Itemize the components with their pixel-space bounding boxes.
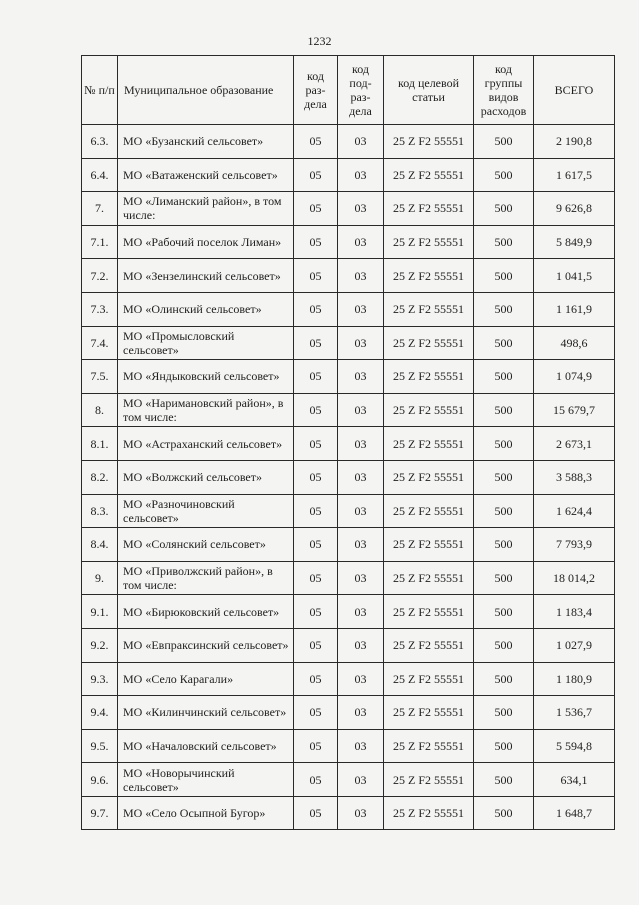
row-num-cell: 7.: [82, 192, 118, 226]
row-num-cell: 7.4.: [82, 326, 118, 360]
target-code-cell: 25 Z F2 55551: [384, 595, 474, 629]
subsection-code-cell: 03: [338, 259, 384, 293]
target-code-cell: 25 Z F2 55551: [384, 427, 474, 461]
section-code-cell: 05: [294, 360, 338, 394]
total-cell: 1 648,7: [534, 796, 615, 830]
row-num-cell: 8.1.: [82, 427, 118, 461]
target-code-cell: 25 Z F2 55551: [384, 158, 474, 192]
section-code-cell: 05: [294, 528, 338, 562]
header-subsection: код под-раз-дела: [338, 56, 384, 125]
table-row: [82, 326, 615, 360]
group-code-cell: 500: [474, 125, 534, 159]
subsection-code-cell: 03: [338, 696, 384, 730]
group-code-cell: 500: [474, 494, 534, 528]
table-row: [82, 393, 615, 427]
subsection-code-cell: 03: [338, 662, 384, 696]
subsection-code-cell: 03: [338, 528, 384, 562]
table-row: [82, 259, 615, 293]
table-row: [82, 763, 615, 797]
total-cell: 498,6: [534, 326, 615, 360]
header-num: № п/п: [82, 56, 118, 125]
row-num-cell: 6.3.: [82, 125, 118, 159]
total-cell: 5 849,9: [534, 225, 615, 259]
group-code-cell: 500: [474, 393, 534, 427]
municipality-cell: МО «Евпраксинский сельсовет»: [118, 628, 294, 662]
row-num-cell: 9.3.: [82, 662, 118, 696]
row-num-cell: 9.1.: [82, 595, 118, 629]
total-cell: 1 183,4: [534, 595, 615, 629]
section-code-cell: 05: [294, 393, 338, 427]
group-code-cell: 500: [474, 628, 534, 662]
municipality-cell: МО «Промысловский сельсовет»: [118, 326, 294, 360]
page-number: 1232: [307, 34, 332, 48]
total-cell: 15 679,7: [534, 393, 615, 427]
municipality-cell: МО «Олинский сельсовет»: [118, 292, 294, 326]
total-cell: 1 180,9: [534, 662, 615, 696]
municipality-cell: МО «Село Карагали»: [118, 662, 294, 696]
table-row: [82, 225, 615, 259]
target-code-cell: 25 Z F2 55551: [384, 259, 474, 293]
table-row: [82, 528, 615, 562]
section-code-cell: 05: [294, 628, 338, 662]
section-code-cell: 05: [294, 225, 338, 259]
subsection-code-cell: 03: [338, 763, 384, 797]
section-code-cell: 05: [294, 192, 338, 226]
table-row: [82, 460, 615, 494]
group-code-cell: 500: [474, 427, 534, 461]
row-num-cell: 9.2.: [82, 628, 118, 662]
subsection-code-cell: 03: [338, 561, 384, 595]
section-code-cell: 05: [294, 158, 338, 192]
municipality-cell: МО «Солянский сельсовет»: [118, 528, 294, 562]
municipality-cell: МО «Лиманский район», в том числе:: [118, 192, 294, 226]
target-code-cell: 25 Z F2 55551: [384, 796, 474, 830]
municipality-cell: МО «Ватаженский сельсовет»: [118, 158, 294, 192]
municipality-cell: МО «Бирюковский сельсовет»: [118, 595, 294, 629]
group-code-cell: 500: [474, 225, 534, 259]
municipality-cell: МО «Волжский сельсовет»: [118, 460, 294, 494]
total-cell: 3 588,3: [534, 460, 615, 494]
section-code-cell: 05: [294, 729, 338, 763]
row-num-cell: 9.: [82, 561, 118, 595]
target-code-cell: 25 Z F2 55551: [384, 494, 474, 528]
total-cell: 18 014,2: [534, 561, 615, 595]
subsection-code-cell: 03: [338, 393, 384, 427]
row-num-cell: 9.7.: [82, 796, 118, 830]
target-code-cell: 25 Z F2 55551: [384, 460, 474, 494]
municipality-cell: МО «Приволжский район», в том числе:: [118, 561, 294, 595]
municipality-cell: МО «Астраханский сельсовет»: [118, 427, 294, 461]
target-code-cell: 25 Z F2 55551: [384, 360, 474, 394]
municipality-cell: МО «Наримановский район», в том числе:: [118, 393, 294, 427]
target-code-cell: 25 Z F2 55551: [384, 561, 474, 595]
total-cell: 1 536,7: [534, 696, 615, 730]
section-code-cell: 05: [294, 796, 338, 830]
municipality-cell: МО «Килинчинский сельсовет»: [118, 696, 294, 730]
target-code-cell: 25 Z F2 55551: [384, 326, 474, 360]
subsection-code-cell: 03: [338, 360, 384, 394]
table-row: [82, 360, 615, 394]
target-code-cell: 25 Z F2 55551: [384, 125, 474, 159]
header-municipality: Муниципальное образование: [118, 56, 294, 125]
municipality-cell: МО «Село Осыпной Бугор»: [118, 796, 294, 830]
subsection-code-cell: 03: [338, 628, 384, 662]
total-cell: 5 594,8: [534, 729, 615, 763]
subsection-code-cell: 03: [338, 225, 384, 259]
municipality-cell: МО «Зензелинский сельсовет»: [118, 259, 294, 293]
total-cell: 1 041,5: [534, 259, 615, 293]
subsection-code-cell: 03: [338, 192, 384, 226]
group-code-cell: 500: [474, 595, 534, 629]
table-row: [82, 628, 615, 662]
table-row: [82, 158, 615, 192]
group-code-cell: 500: [474, 528, 534, 562]
section-code-cell: 05: [294, 125, 338, 159]
municipality-cell: МО «Яндыковский сельсовет»: [118, 360, 294, 394]
total-cell: 7 793,9: [534, 528, 615, 562]
table-row: [82, 125, 615, 159]
header-total: ВСЕГО: [534, 56, 615, 125]
total-cell: 1 027,9: [534, 628, 615, 662]
header-target: код целевой статьи: [384, 56, 474, 125]
group-code-cell: 500: [474, 158, 534, 192]
section-code-cell: 05: [294, 326, 338, 360]
total-cell: 2 673,1: [534, 427, 615, 461]
section-code-cell: 05: [294, 763, 338, 797]
row-num-cell: 9.4.: [82, 696, 118, 730]
group-code-cell: 500: [474, 662, 534, 696]
row-num-cell: 7.2.: [82, 259, 118, 293]
subsection-code-cell: 03: [338, 326, 384, 360]
section-code-cell: 05: [294, 494, 338, 528]
header-section: код раз-дела: [294, 56, 338, 125]
row-num-cell: 6.4.: [82, 158, 118, 192]
total-cell: 1 161,9: [534, 292, 615, 326]
header-group: код группы видов расходов: [474, 56, 534, 125]
total-cell: 2 190,8: [534, 125, 615, 159]
group-code-cell: 500: [474, 796, 534, 830]
section-code-cell: 05: [294, 595, 338, 629]
table-row: [82, 595, 615, 629]
target-code-cell: 25 Z F2 55551: [384, 292, 474, 326]
row-num-cell: 8.: [82, 393, 118, 427]
row-num-cell: 9.6.: [82, 763, 118, 797]
section-code-cell: 05: [294, 561, 338, 595]
subsection-code-cell: 03: [338, 595, 384, 629]
total-cell: 634,1: [534, 763, 615, 797]
group-code-cell: 500: [474, 292, 534, 326]
total-cell: 9 626,8: [534, 192, 615, 226]
table-row: [82, 796, 615, 830]
target-code-cell: 25 Z F2 55551: [384, 696, 474, 730]
municipality-cell: МО «Бузанский сельсовет»: [118, 125, 294, 159]
row-num-cell: 7.3.: [82, 292, 118, 326]
subsection-code-cell: 03: [338, 158, 384, 192]
row-num-cell: 8.3.: [82, 494, 118, 528]
row-num-cell: 7.1.: [82, 225, 118, 259]
table-row: [82, 561, 615, 595]
municipality-cell: МО «Разночиновский сельсовет»: [118, 494, 294, 528]
group-code-cell: 500: [474, 326, 534, 360]
table-header-row: [82, 56, 615, 125]
group-code-cell: 500: [474, 763, 534, 797]
group-code-cell: 500: [474, 729, 534, 763]
budget-table: [81, 55, 615, 830]
row-num-cell: 7.5.: [82, 360, 118, 394]
municipality-cell: МО «Рабочий поселок Лиман»: [118, 225, 294, 259]
subsection-code-cell: 03: [338, 796, 384, 830]
table-row: [82, 192, 615, 226]
table-row: [82, 494, 615, 528]
row-num-cell: 8.4.: [82, 528, 118, 562]
target-code-cell: 25 Z F2 55551: [384, 192, 474, 226]
target-code-cell: 25 Z F2 55551: [384, 528, 474, 562]
group-code-cell: 500: [474, 259, 534, 293]
total-cell: 1 624,4: [534, 494, 615, 528]
table-row: [82, 427, 615, 461]
target-code-cell: 25 Z F2 55551: [384, 729, 474, 763]
subsection-code-cell: 03: [338, 494, 384, 528]
section-code-cell: 05: [294, 259, 338, 293]
table-row: [82, 662, 615, 696]
group-code-cell: 500: [474, 192, 534, 226]
row-num-cell: 9.5.: [82, 729, 118, 763]
subsection-code-cell: 03: [338, 427, 384, 461]
target-code-cell: 25 Z F2 55551: [384, 763, 474, 797]
total-cell: 1 617,5: [534, 158, 615, 192]
section-code-cell: 05: [294, 427, 338, 461]
section-code-cell: 05: [294, 696, 338, 730]
subsection-code-cell: 03: [338, 125, 384, 159]
group-code-cell: 500: [474, 561, 534, 595]
target-code-cell: 25 Z F2 55551: [384, 225, 474, 259]
table-row: [82, 292, 615, 326]
municipality-cell: МО «Новорычинский сельсовет»: [118, 763, 294, 797]
subsection-code-cell: 03: [338, 460, 384, 494]
municipality-cell: МО «Началовский сельсовет»: [118, 729, 294, 763]
section-code-cell: 05: [294, 662, 338, 696]
target-code-cell: 25 Z F2 55551: [384, 628, 474, 662]
group-code-cell: 500: [474, 460, 534, 494]
group-code-cell: 500: [474, 360, 534, 394]
total-cell: 1 074,9: [534, 360, 615, 394]
target-code-cell: 25 Z F2 55551: [384, 662, 474, 696]
subsection-code-cell: 03: [338, 292, 384, 326]
table-row: [82, 729, 615, 763]
section-code-cell: 05: [294, 460, 338, 494]
section-code-cell: 05: [294, 292, 338, 326]
group-code-cell: 500: [474, 696, 534, 730]
row-num-cell: 8.2.: [82, 460, 118, 494]
subsection-code-cell: 03: [338, 729, 384, 763]
table-row: [82, 696, 615, 730]
target-code-cell: 25 Z F2 55551: [384, 393, 474, 427]
